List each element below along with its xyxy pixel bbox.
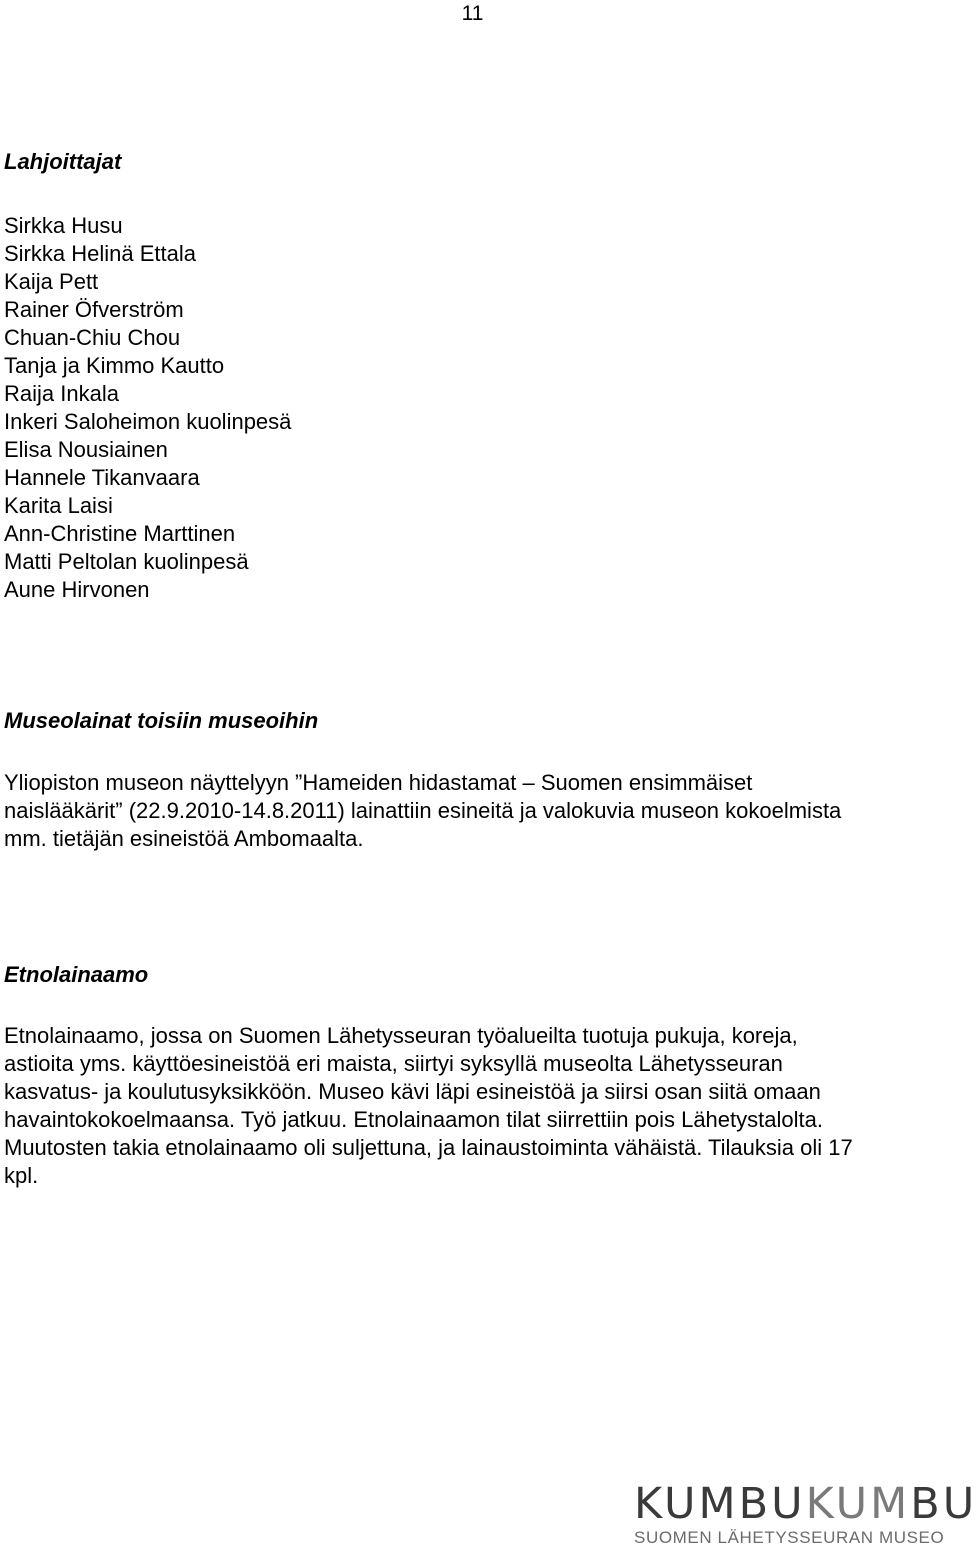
donor-list — [4, 212, 291, 604]
paragraph-line: astioita yms. käyttöesineistöä eri maista, siirtyi syksyllä museolta Lähetysseuran — [4, 1051, 783, 1076]
donors-heading: Lahjoittajat — [4, 149, 122, 174]
logo-wordmark — [634, 1479, 977, 1529]
kumbukumbu-logo — [634, 1479, 977, 1548]
paragraph-line: havaintokokoelmaansa. Työ jatkuu. Etnolainaamon tilat siirrettiin pois Lähetystalolta. — [4, 1107, 823, 1132]
donor-name: Matti Peltolan kuolinpesä — [4, 549, 249, 574]
ethno-paragraph — [4, 1022, 853, 1190]
loans-heading: Museolainat toisiin museoihin — [4, 708, 319, 733]
donor-name: Hannele Tikanvaara — [4, 465, 200, 490]
paragraph-line: Yliopiston museon näyttelyyn ”Hameiden hidastamat – Suomen ensimmäiset — [4, 770, 753, 795]
donor-name: Raija Inkala — [4, 381, 119, 406]
logo-word-part: BU — [910, 1479, 977, 1529]
logo-word-part: KUM — [805, 1479, 911, 1529]
donor-name: Rainer Öfverström — [4, 297, 184, 322]
donor-name: Aune Hirvonen — [4, 577, 150, 602]
donor-name: Sirkka Husu — [4, 213, 123, 238]
paragraph-line: naislääkärit” (22.9.2010-14.8.2011) lainattiin esineitä ja valokuvia museon kokoelmista — [4, 798, 842, 823]
donor-name: Sirkka Helinä Ettala — [4, 241, 196, 266]
page-number: 11 — [461, 2, 484, 25]
paragraph-line: Muutosten takia etnolainaamo oli suljettuna, ja lainaustoiminta vähäistä. Tilauksia oli 17 — [4, 1135, 853, 1160]
donor-name: Chuan-Chiu Chou — [4, 325, 181, 350]
ethno-heading: Etnolainaamo — [4, 962, 149, 987]
paragraph-line: Etnolainaamo, jossa on Suomen Lähetysseuran työalueilta tuotuja pukuja, koreja, — [4, 1023, 798, 1048]
donor-name: Kaija Pett — [4, 269, 99, 294]
loans-paragraph — [4, 769, 841, 853]
donor-name: Elisa Nousiainen — [4, 437, 168, 462]
donor-name: Inkeri Saloheimon kuolinpesä — [4, 409, 292, 434]
paragraph-line: kasvatus- ja koulutusyksikköön. Museo kävi läpi esineistöä ja siirsi osan siitä omaan — [4, 1079, 821, 1104]
paragraph-line: kpl. — [4, 1163, 39, 1188]
donor-name: Karita Laisi — [4, 493, 113, 518]
logo-subtitle: SUOMEN LÄHETYSSEURAN MUSEO — [634, 1528, 945, 1547]
donor-name: Ann-Christine Marttinen — [4, 521, 236, 546]
paragraph-line: mm. tietäjän esineistöä Ambomaalta. — [4, 826, 364, 851]
logo-word-part: KUMBU — [634, 1479, 806, 1529]
donor-name: Tanja ja Kimmo Kautto — [4, 353, 225, 378]
